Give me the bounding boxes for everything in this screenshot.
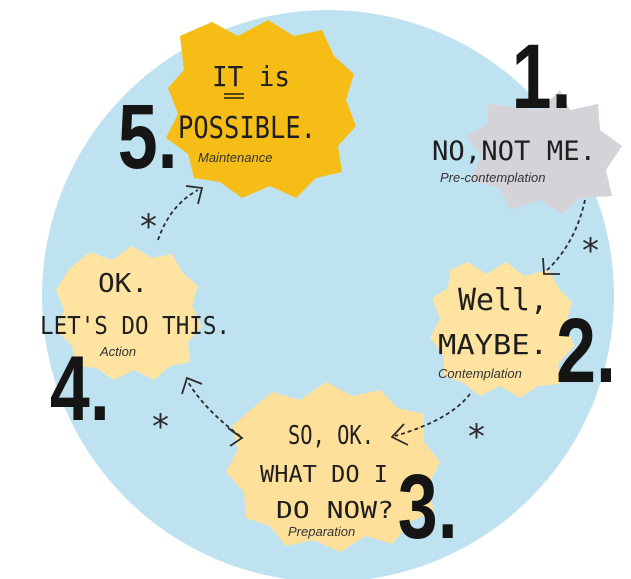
step-5-text-line-1: IT is — [212, 60, 290, 93]
step-5-stage-label: Maintenance — [198, 150, 273, 165]
step-2-number: 2. — [556, 299, 616, 403]
step-5-number: 5. — [117, 85, 178, 189]
asterisk-decoration: * — [468, 417, 485, 457]
step-4-number: 4. — [49, 337, 110, 441]
step-1-stage-label: Pre-contemplation — [440, 170, 546, 185]
step-3-text-line-2: WHAT DO I — [260, 462, 388, 488]
step-5-text-line-2: POSSIBLE. — [178, 111, 316, 146]
step-2-text-line-2: MAYBE. — [438, 328, 548, 361]
asterisk-decoration: * — [140, 207, 157, 247]
step-3-text-line-3: DO NOW? — [276, 498, 394, 524]
step-1-text: NO,NOT ME. — [432, 136, 596, 167]
step-4-text-line-1: OK. — [98, 269, 148, 299]
step-2-stage-label: Contemplation — [438, 366, 522, 381]
step-2-text-line-1: Well, — [458, 283, 548, 318]
step-3-stage-label: Preparation — [288, 524, 356, 539]
asterisk-decoration: * — [152, 407, 169, 447]
stage-5-blob — [166, 20, 356, 198]
step-1-number: 1. — [511, 25, 572, 129]
step-4-stage-label: Action — [100, 344, 137, 359]
step-4-text-line-2: LET'S DO THIS. — [40, 311, 230, 340]
asterisk-decoration: * — [582, 231, 599, 271]
step-3-text-line-1: SO, OK. — [288, 421, 374, 451]
step-3-number: 3. — [397, 455, 458, 559]
